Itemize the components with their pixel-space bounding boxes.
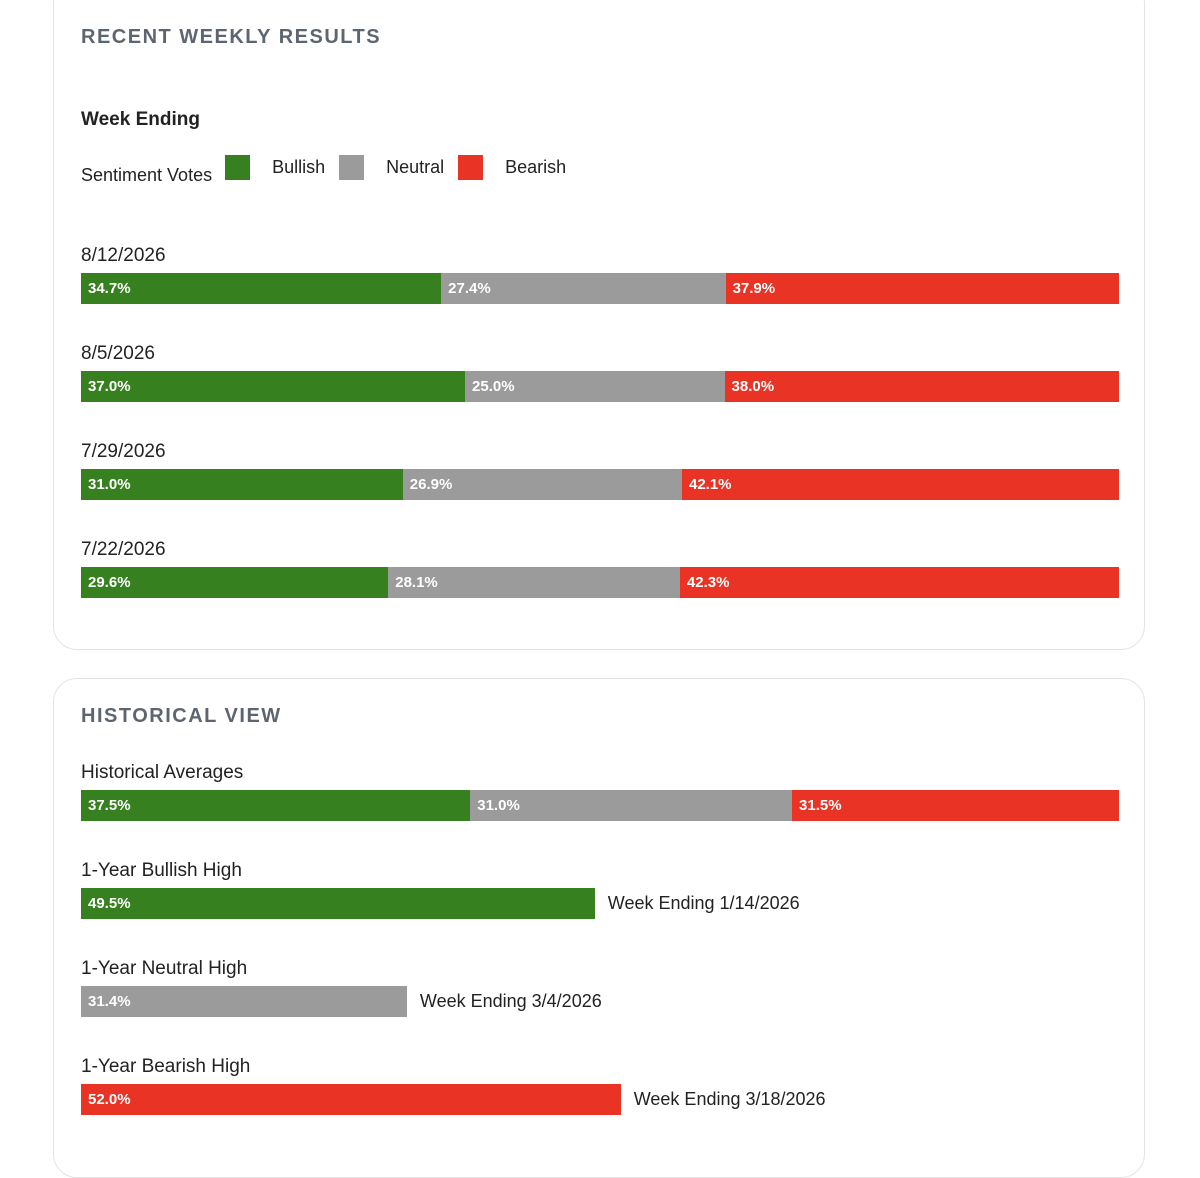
bullish-segment: 31.0%	[81, 469, 403, 500]
bullish-segment: 37.0%	[81, 371, 465, 402]
historical-view-title: HISTORICAL VIEW	[81, 705, 282, 727]
one-year-bullish-high-label: 1-Year Bullish High	[81, 860, 242, 881]
weekly-row-bar	[81, 273, 1119, 304]
bearish-segment: 31.5%	[792, 790, 1119, 821]
legend-swatch-bullish	[225, 155, 250, 180]
weekly-row-bar-line	[81, 273, 1119, 304]
weekly-row-bar-line	[81, 469, 1119, 500]
weekly-row-bar-line	[81, 371, 1119, 402]
one-year-neutral-high-bar: 31.4%	[81, 986, 407, 1017]
one-year-bearish-high-bar: 52.0%	[81, 1084, 621, 1115]
bullish-segment: 34.7%	[81, 273, 441, 304]
historical-averages-row-bar-line	[81, 790, 1119, 821]
one-year-bullish-high-bar-line	[81, 888, 1119, 919]
weekly-row-bar-line	[81, 567, 1119, 598]
weekly-row-bar	[81, 371, 1119, 402]
weekly-row-label: 7/29/2026	[81, 441, 166, 462]
weekly-row-label: 8/5/2026	[81, 343, 155, 364]
bearish-segment: 42.1%	[682, 469, 1119, 500]
legend-label-bearish: Bearish	[505, 157, 567, 177]
recent-weekly-results-card	[53, 0, 1145, 650]
one-year-neutral-high-label: 1-Year Neutral High	[81, 958, 248, 979]
legend-title: Sentiment Votes	[81, 165, 213, 185]
historical-averages-row-label: Historical Averages	[81, 762, 244, 783]
neutral-segment: 27.4%	[441, 273, 725, 304]
weekly-row-bar	[81, 567, 1119, 598]
weekly-row-bar	[81, 469, 1119, 500]
bullish-segment: 29.6%	[81, 567, 388, 598]
one-year-neutral-high-bar-line	[81, 986, 1119, 1017]
weekly-row	[81, 440, 1119, 500]
legend-item-bearish	[458, 155, 580, 180]
bearish-segment: 37.9%	[726, 273, 1119, 304]
neutral-segment: 31.0%	[470, 790, 792, 821]
bearish-segment: 38.0%	[725, 371, 1119, 402]
historical-view-card	[53, 678, 1145, 1178]
historical-averages-row-bar	[81, 790, 1119, 821]
week-ending-heading: Week Ending	[81, 109, 200, 130]
one-year-bearish-high-row	[81, 1055, 1119, 1115]
one-year-bullish-high-row	[81, 859, 1119, 919]
weekly-row	[81, 538, 1119, 598]
bullish-segment: 37.5%	[81, 790, 470, 821]
weekly-row	[81, 244, 1119, 304]
neutral-segment: 26.9%	[403, 469, 682, 500]
weekly-row-label: 7/22/2026	[81, 539, 166, 560]
legend-item-bullish	[225, 155, 339, 180]
chart-legend	[81, 155, 580, 185]
one-year-bullish-high-week: Week Ending 1/14/2026	[607, 893, 800, 913]
one-year-bearish-high-label: 1-Year Bearish High	[81, 1056, 251, 1077]
neutral-segment: 25.0%	[465, 371, 725, 402]
bearish-segment: 42.3%	[680, 567, 1119, 598]
one-year-neutral-high-week: Week Ending 3/4/2026	[419, 991, 602, 1011]
legend-item-neutral	[339, 155, 458, 180]
historical-averages-row	[81, 761, 1119, 821]
weekly-row	[81, 342, 1119, 402]
neutral-segment: 28.1%	[388, 567, 680, 598]
legend-label-neutral: Neutral	[386, 157, 445, 177]
one-year-bearish-high-week: Week Ending 3/18/2026	[633, 1089, 826, 1109]
weekly-row-label: 8/12/2026	[81, 245, 166, 266]
legend-swatch-neutral	[339, 155, 364, 180]
legend-swatch-bearish	[458, 155, 483, 180]
recent-weekly-results-title: RECENT WEEKLY RESULTS	[81, 26, 382, 48]
one-year-bearish-high-bar-line	[81, 1084, 1119, 1115]
legend-label-bullish: Bullish	[272, 157, 326, 177]
one-year-neutral-high-row	[81, 957, 1119, 1017]
one-year-bullish-high-bar: 49.5%	[81, 888, 595, 919]
